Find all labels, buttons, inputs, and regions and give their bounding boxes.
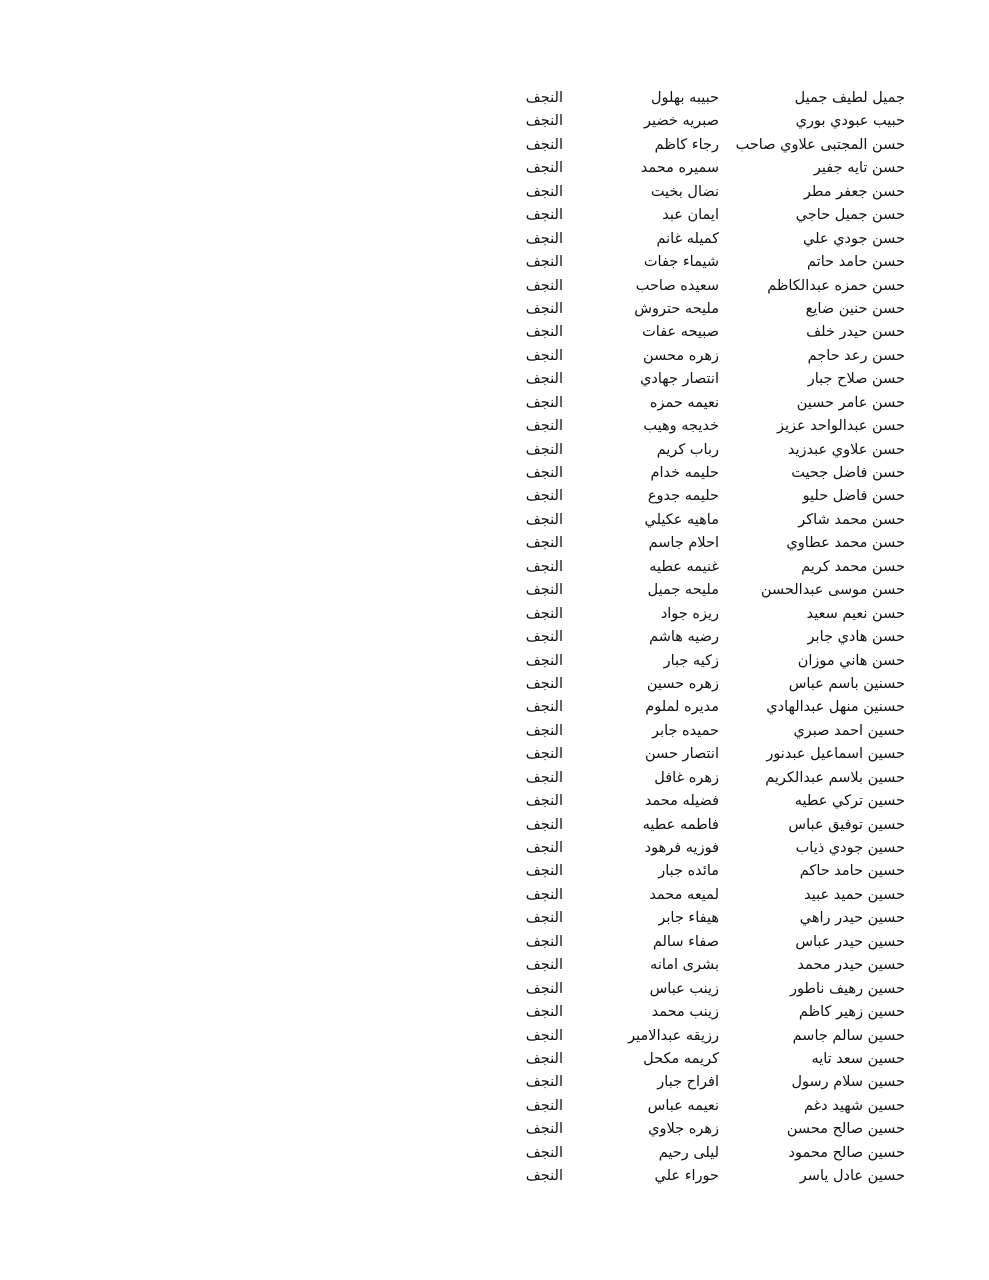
table-row	[505, 275, 905, 298]
table-row	[505, 1048, 905, 1071]
table-row	[505, 1001, 905, 1024]
city-name: النجف	[525, 254, 563, 271]
table-row	[505, 509, 905, 532]
person-name: حسن حمزه عبدالكاظم	[767, 277, 905, 294]
mother-name: حميده جابر	[652, 722, 719, 739]
mother-name: زهره غافل	[654, 769, 719, 786]
table-row	[505, 345, 905, 368]
records-list	[505, 87, 905, 1189]
city-name: النجف	[525, 535, 563, 552]
city-name: النجف	[525, 582, 563, 599]
person-name: حسن علاوي عبدزيد	[787, 441, 905, 458]
person-name: حسن نعيم سعيد	[806, 605, 905, 622]
mother-name: رجاء كاظم	[654, 136, 719, 153]
person-name: حسن المجتبى علاوي صاحب	[735, 136, 905, 153]
city-name: النجف	[525, 394, 563, 411]
table-row	[505, 1071, 905, 1094]
mother-name: خديجه وهيب	[643, 418, 719, 435]
city-name: النجف	[525, 1168, 563, 1185]
person-name: حسن تايه جفير	[813, 160, 905, 177]
mother-name: نضال بخيت	[650, 183, 719, 200]
mother-name: انتصار حسن	[645, 746, 719, 763]
person-name: حسن رعد حاجم	[807, 347, 905, 364]
person-name: جميل لطيف جميل	[794, 90, 905, 106]
table-row	[505, 814, 905, 837]
city-name: النجف	[525, 840, 563, 856]
mother-name: فاطمه عطيه	[642, 816, 719, 833]
table-row	[505, 204, 905, 227]
table-row	[505, 931, 905, 954]
table-row	[505, 251, 905, 274]
city-name: النجف	[525, 910, 563, 927]
person-name: حسين صالح محسن	[786, 1121, 905, 1138]
person-name: حسن موسى عبدالحسن	[760, 582, 905, 599]
mother-name: حليمه خدام	[650, 465, 719, 481]
table-row	[505, 743, 905, 766]
person-name: حسين توفيق عباس	[788, 816, 905, 833]
mother-name: زهره جلاوي	[648, 1121, 719, 1138]
city-name: النجف	[525, 207, 563, 224]
city-name: النجف	[525, 1027, 563, 1044]
city-name: النجف	[525, 629, 563, 646]
mother-name: زهره حسين	[646, 675, 719, 692]
city-name: النجف	[525, 1144, 563, 1161]
person-name: حسين شهيد دغم	[803, 1097, 905, 1114]
mother-name: نعيمه عباس	[647, 1097, 719, 1114]
mother-name: غنيمه عطيه	[649, 558, 719, 575]
mother-name: مليحه حتروش	[634, 300, 719, 317]
city-name: النجف	[525, 769, 563, 786]
mother-name: هيفاء جابر	[658, 910, 719, 927]
mother-name: حبيبه بهلول	[650, 90, 719, 106]
person-name: حسن حنين ضايع	[805, 300, 905, 317]
mother-name: ايمان عبد	[662, 207, 719, 224]
mother-name: حوراء علي	[654, 1168, 719, 1185]
person-name: حبيب عبودي بوري	[795, 113, 905, 130]
table-row	[505, 321, 905, 344]
city-name: النجف	[525, 886, 563, 903]
city-name: النجف	[525, 1121, 563, 1138]
city-name: النجف	[525, 465, 563, 481]
person-name: حسن فاضل جحيت	[791, 465, 905, 481]
city-name: النجف	[525, 113, 563, 130]
table-row	[505, 767, 905, 790]
mother-name: زينب محمد	[651, 1004, 719, 1021]
mother-name: كريمه مكحل	[643, 1050, 719, 1067]
city-name: النجف	[525, 816, 563, 833]
mother-name: احلام جاسم	[648, 535, 719, 552]
mother-name: كميله غانم	[656, 230, 719, 247]
city-name: النجف	[525, 371, 563, 388]
city-name: النجف	[525, 793, 563, 810]
person-name: حسين سالم جاسم	[792, 1027, 905, 1044]
table-row	[505, 392, 905, 415]
city-name: النجف	[525, 277, 563, 294]
city-name: النجف	[525, 1050, 563, 1067]
mother-name: مليحه جميل	[647, 582, 719, 599]
person-name: حسن جودي علي	[803, 230, 905, 247]
mother-name: ريزه جواد	[660, 605, 719, 622]
city-name: النجف	[525, 488, 563, 505]
mother-name: سعيده صاحب	[635, 277, 719, 294]
person-name: حسن جميل حاجي	[795, 207, 905, 224]
mother-name: مائده جبار	[658, 863, 719, 880]
person-name: حسين بلاسم عبدالكريم	[765, 769, 905, 786]
city-name: النجف	[525, 300, 563, 317]
table-row	[505, 1118, 905, 1141]
mother-name: ليلى رحيم	[658, 1144, 719, 1161]
table-row	[505, 1025, 905, 1048]
table-row	[505, 1095, 905, 1118]
mother-name: رباب كريم	[656, 441, 719, 458]
mother-name: زينب عباس	[649, 980, 719, 997]
table-row	[505, 1142, 905, 1165]
table-row	[505, 134, 905, 157]
mother-name: ماهيه عكيلي	[644, 511, 719, 528]
city-name: النجف	[525, 324, 563, 341]
city-name: النجف	[525, 347, 563, 364]
city-name: النجف	[525, 652, 563, 669]
mother-name: لميعه محمد	[649, 886, 719, 903]
mother-name: زكيه جبار	[663, 652, 719, 669]
mother-name: مديره لملوم	[645, 699, 719, 716]
city-name: النجف	[525, 1074, 563, 1091]
person-name: حسين صالح محمود	[788, 1144, 905, 1161]
city-name: النجف	[525, 933, 563, 950]
table-row	[505, 884, 905, 907]
person-name: حسن محمد عطاوي	[786, 535, 905, 552]
mother-name: رزيقه عبدالامير	[628, 1027, 719, 1044]
table-row	[505, 87, 905, 110]
city-name: النجف	[525, 746, 563, 763]
mother-name: شيماء جفات	[643, 254, 719, 271]
city-name: النجف	[525, 980, 563, 997]
mother-name: زهره محسن	[643, 347, 719, 364]
table-row	[505, 673, 905, 696]
person-name: حسن حيدر خلف	[806, 324, 905, 341]
table-row	[505, 907, 905, 930]
mother-name: صبيحه عفات	[642, 324, 719, 341]
person-name: حسن حامد حاتم	[807, 254, 905, 271]
table-row	[505, 462, 905, 485]
table-row	[505, 978, 905, 1001]
person-name: حسين زهير كاظم	[798, 1004, 905, 1021]
table-row	[505, 439, 905, 462]
city-name: النجف	[525, 1004, 563, 1021]
person-name: حسين عادل ياسر	[799, 1168, 905, 1185]
table-row	[505, 157, 905, 180]
table-row	[505, 720, 905, 743]
table-row	[505, 532, 905, 555]
person-name: حسين حميد عبيد	[804, 886, 905, 903]
table-row	[505, 696, 905, 719]
mother-name: بشرى امانه	[650, 957, 719, 974]
mother-name: صفاء سالم	[652, 933, 719, 950]
table-row	[505, 790, 905, 813]
city-name: النجف	[525, 441, 563, 458]
mother-name: فضيله محمد	[644, 793, 719, 810]
city-name: النجف	[525, 699, 563, 716]
table-row	[505, 837, 905, 860]
person-name: حسن محمد كريم	[801, 558, 905, 575]
table-row	[505, 298, 905, 321]
table-row	[505, 368, 905, 391]
person-name: حسن هاني موزان	[797, 652, 905, 669]
table-row	[505, 556, 905, 579]
person-name: حسين حامد حاكم	[799, 863, 905, 880]
table-row	[505, 228, 905, 251]
mother-name: افراح جبار	[657, 1074, 719, 1091]
person-name: حسين سلام رسول	[791, 1074, 905, 1091]
city-name: النجف	[525, 230, 563, 247]
person-name: حسين سعد تايه	[811, 1050, 905, 1067]
city-name: النجف	[525, 722, 563, 739]
city-name: النجف	[525, 511, 563, 528]
mother-name: حليمه جدوع	[647, 488, 719, 505]
person-name: حسين تركي عطيه	[794, 793, 905, 810]
person-name: حسن صلاح جبار	[807, 371, 905, 388]
table-row	[505, 485, 905, 508]
person-name: حسين حيدر محمد	[797, 957, 905, 974]
table-row	[505, 860, 905, 883]
city-name: النجف	[525, 558, 563, 575]
city-name: النجف	[525, 183, 563, 200]
mother-name: صبريه خضير	[643, 113, 719, 130]
table-row	[505, 954, 905, 977]
table-row	[505, 603, 905, 626]
person-name: حسين احمد صبري	[793, 722, 905, 739]
person-name: حسن محمد شاكر	[798, 511, 905, 528]
city-name: النجف	[525, 863, 563, 880]
city-name: النجف	[525, 90, 563, 106]
person-name: حسنين منهل عبدالهادي	[766, 699, 905, 716]
mother-name: فوزيه فرهود	[644, 840, 719, 856]
table-row	[505, 1165, 905, 1188]
table-row	[505, 110, 905, 133]
person-name: حسين رهيف ناطور	[789, 980, 905, 997]
person-name: حسين حيدر راهي	[799, 910, 905, 927]
table-row	[505, 579, 905, 602]
mother-name: نعيمه حمزه	[649, 394, 719, 411]
mother-name: انتصار جهادي	[640, 371, 719, 388]
person-name: حسن عامر حسين	[796, 394, 905, 411]
person-name: حسن هادي جابر	[807, 629, 905, 646]
person-name: حسين حيدر عباس	[795, 933, 905, 950]
person-name: حسين جودي ذياب	[795, 840, 905, 856]
city-name: النجف	[525, 1097, 563, 1114]
city-name: النجف	[525, 160, 563, 177]
person-name: حسنين باسم عباس	[788, 675, 905, 692]
table-row	[505, 650, 905, 673]
person-name: حسن فاضل حليو	[802, 488, 905, 505]
city-name: النجف	[525, 675, 563, 692]
table-row	[505, 626, 905, 649]
table-row	[505, 415, 905, 438]
table-row	[505, 181, 905, 204]
person-name: حسن جعفر مطر	[803, 183, 905, 200]
mother-name: رضيه هاشم	[649, 629, 719, 646]
city-name: النجف	[525, 605, 563, 622]
city-name: النجف	[525, 957, 563, 974]
mother-name: سميره محمد	[640, 160, 719, 177]
city-name: النجف	[525, 136, 563, 153]
person-name: حسين اسماعيل عبدنور	[766, 746, 905, 763]
person-name: حسن عبدالواحد عزيز	[776, 418, 905, 435]
city-name: النجف	[525, 418, 563, 435]
